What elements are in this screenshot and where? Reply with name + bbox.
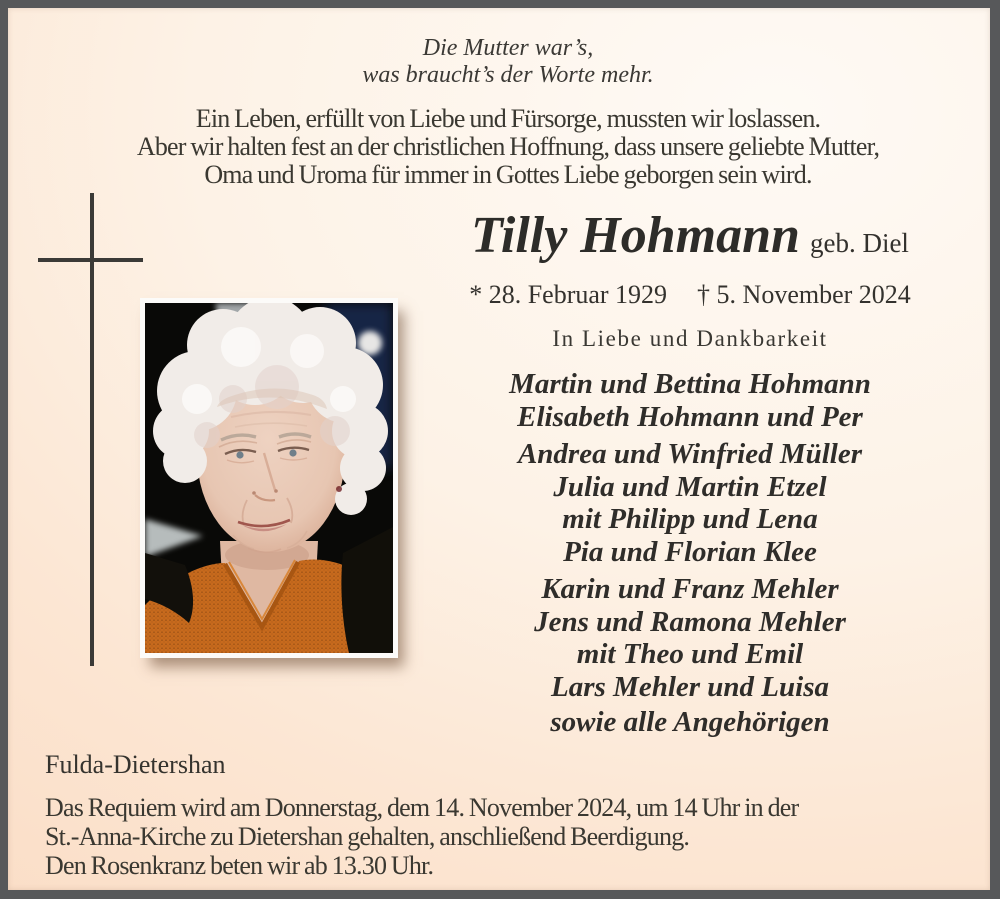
epigraph-line-2: was braucht’s der Worte mehr. [362,62,654,88]
service-details [45,793,945,880]
cross-horizontal-bar [38,258,143,262]
service-line-1: Das Requiem wird am Donnerstag, dem 14. November 2024, um 14 Uhr in der [45,793,799,822]
mourners-group-1 [440,368,940,433]
intro-line-1: Ein Leben, erfüllt von Liebe und Fürsorge, mussten wir loslassen. [195,104,821,133]
mourner-line: Jens und Ramona Mehler [534,605,846,638]
tribute-heading: In Liebe und Dankbarkeit [552,326,828,351]
intro-line-3: Oma und Uroma für immer in Gottes Liebe geborgen sein wird. [204,160,812,189]
notice-paper [8,8,990,890]
birth-date: * 28. Februar 1929 [469,280,668,309]
deceased-name: Tilly Hohmann [471,207,800,264]
epigraph [8,35,1000,89]
place-name: Fulda-Dietershan [45,750,226,779]
mourner-line: mit Philipp und Lena [562,503,818,535]
life-dates [440,279,940,311]
mourner-line: Pia und Florian Klee [563,535,817,568]
deceased-name-line [440,207,940,265]
mourner-line: Julia und Martin Etzel [553,470,827,503]
mourner-line: Karin und Franz Mehler [541,573,839,605]
portrait-photo [140,298,398,658]
mourners-group-2 [440,438,940,568]
death-date: † 5. November 2024 [697,280,911,309]
service-line-2: St.-Anna-Kirche zu Dietershan gehalten, anschließend Beerdigung. [45,822,690,851]
service-line-3: Den Rosenkranz beten wir ab 13.30 Uhr. [45,851,434,880]
mourners-list [440,368,940,739]
epigraph-line-1: Die Mutter war’s, [422,35,594,61]
intro-line-2: Aber wir halten fest an der christlichen Hoffnung, dass unsere geliebte Mutter, [136,132,880,161]
mourner-line: Elisabeth Hohmann und Per [517,400,863,433]
intro-paragraph [8,105,1000,189]
maiden-name: geb. Diel [809,228,909,258]
cross-vertical-bar [90,193,94,666]
portrait-illustration [145,303,393,653]
mourner-line: Andrea und Winfried Müller [517,438,863,470]
mourner-line: mit Theo und Emil [576,638,804,670]
mourners-closing: sowie alle Angehörigen [550,706,830,738]
mourners-group-3 [440,573,940,703]
mourner-line: Lars Mehler und Luisa [551,670,829,703]
mourner-line: Martin und Bettina Hohmann [509,368,871,400]
